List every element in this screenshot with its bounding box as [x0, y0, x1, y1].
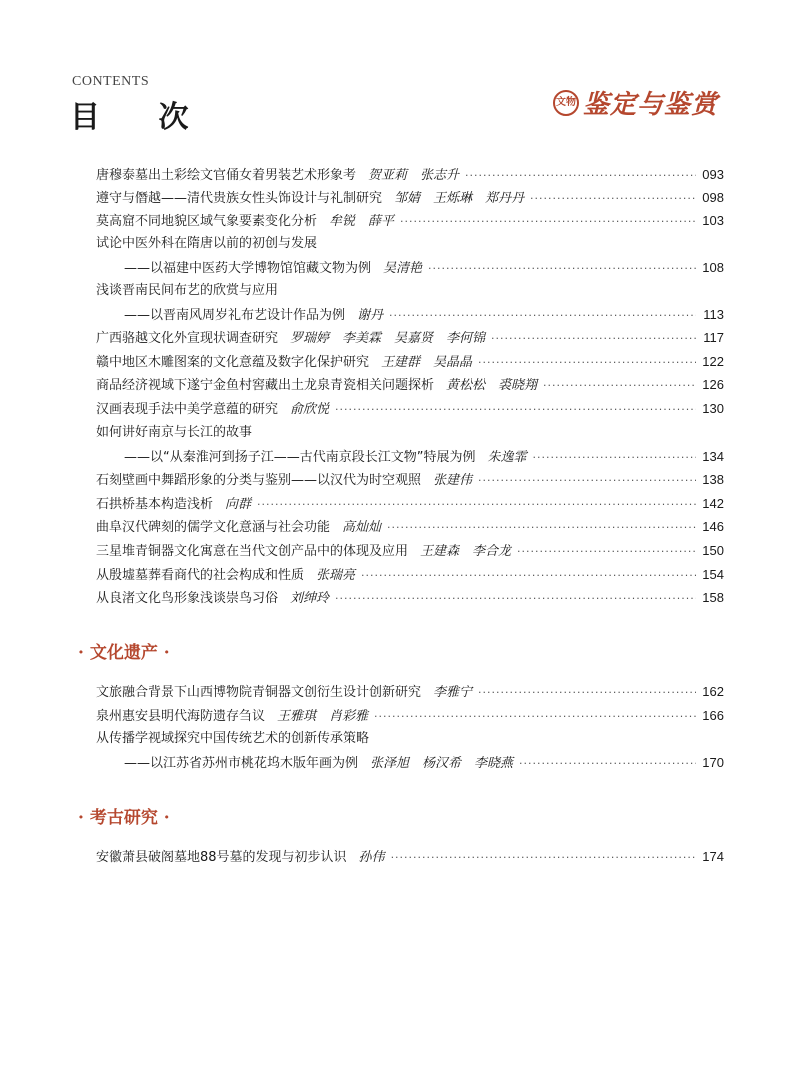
leader-dots — [478, 684, 696, 702]
entry-page: 113 — [703, 307, 724, 322]
leader-dots — [361, 567, 696, 585]
seal-icon: 文物 — [553, 90, 579, 116]
toc-entry[interactable] — [124, 259, 724, 278]
toc-entry[interactable] — [96, 683, 724, 702]
entry-title: 从传播学视域探究中国传统艺术的创新传承策略 — [96, 731, 370, 746]
leader-dots — [543, 377, 696, 395]
toc-entry[interactable] — [96, 542, 724, 561]
leader-dots — [517, 543, 696, 561]
entry-authors: 李雅宁 — [433, 685, 473, 700]
entry-title: 石拱桥基本构造浅析 — [96, 497, 214, 512]
leader-dots — [478, 354, 696, 372]
entry-authors: 吴清艳 — [383, 261, 423, 276]
toc-entry[interactable] — [96, 212, 724, 231]
entry-authors: 朱逸霏 — [487, 450, 527, 465]
entry-page: 146 — [702, 519, 724, 534]
entry-page: 103 — [702, 213, 724, 228]
leader-dots — [387, 519, 696, 537]
leader-dots — [391, 849, 696, 867]
toc-entry[interactable] — [96, 376, 724, 395]
entry-authors: 张泽旭 杨汉希 李晓燕 — [370, 756, 514, 771]
leader-dots — [519, 755, 696, 773]
entry-authors: 牟锐 薛平 — [329, 214, 395, 229]
toc-entry[interactable] — [96, 189, 724, 208]
leader-dots — [478, 472, 696, 490]
journal-logo — [553, 84, 718, 121]
entry-page: 126 — [702, 377, 724, 392]
entry-authors: 罗瑞婷 李美霖 吴嘉贤 李何锦 — [290, 331, 486, 346]
leader-dots — [530, 190, 696, 208]
entry-page: 170 — [702, 755, 724, 770]
toc-entry[interactable] — [96, 471, 724, 490]
leader-dots — [335, 401, 696, 419]
entry-authors: 王雅琪 肖彩雅 — [277, 709, 369, 724]
toc-entry[interactable] — [96, 353, 724, 372]
entry-page: 162 — [702, 684, 724, 699]
entry-title: 唐穆泰墓出土彩绘文官俑女着男装艺术形象考 — [96, 168, 357, 183]
leader-dots — [257, 496, 696, 514]
entry-title: 莫高窟不同地貌区域气象要素变化分析 — [96, 214, 318, 229]
entry-page: 098 — [702, 190, 724, 205]
entry-page: 108 — [702, 260, 724, 275]
leader-dots — [374, 708, 696, 726]
entry-subtitle: ——以江苏省苏州市桃花坞木版年画为例 — [124, 756, 359, 771]
entry-title: 从良渚文化鸟形象浅谈崇鸟习俗 — [96, 591, 279, 606]
entry-subtitle: ——以晋南风周岁礼布艺设计作品为例 — [124, 308, 346, 323]
entry-title: 浅谈晋南民间布艺的欣赏与应用 — [96, 283, 279, 298]
toc-entry[interactable] — [96, 400, 724, 419]
entry-title: 试论中医外科在隋唐以前的初创与发展 — [96, 236, 318, 251]
logo-text: 鉴定与鉴赏 — [583, 90, 719, 120]
entry-title: 泉州惠安县明代海防遗存刍议 — [96, 709, 266, 724]
entry-page: 138 — [702, 472, 724, 487]
toc-entry[interactable] — [96, 329, 724, 348]
entry-title: 遵守与僭越——清代贵族女性头饰设计与礼制研究 — [96, 191, 383, 206]
leader-dots — [389, 307, 696, 325]
entry-authors: 谢丹 — [357, 308, 384, 323]
toc-entry[interactable] — [124, 754, 724, 773]
toc-entry-heading[interactable] — [96, 235, 724, 253]
toc-entry[interactable] — [96, 707, 724, 726]
entry-authors: 黄松松 裘晓翔 — [446, 378, 538, 393]
entry-title: 安徽萧县破阁墓地88号墓的发现与初步认识 — [96, 850, 347, 865]
entry-title: 文旅融合背景下山西博物院青铜器文创衍生设计创新研究 — [96, 685, 422, 700]
entry-page: 158 — [702, 590, 724, 605]
leader-dots — [335, 590, 696, 608]
entry-page: 174 — [702, 849, 724, 864]
entry-authors: 高灿灿 — [342, 520, 382, 535]
entry-authors: 王建森 李合龙 — [420, 544, 512, 559]
toc-entry[interactable] — [124, 306, 724, 325]
entry-page: 166 — [702, 708, 724, 723]
leader-dots — [491, 330, 696, 348]
entry-page: 130 — [702, 401, 724, 416]
entry-page: 142 — [702, 496, 724, 511]
entry-title: 曲阜汉代碑刻的儒学文化意涵与社会功能 — [96, 520, 331, 535]
toc-entry[interactable] — [96, 848, 724, 867]
section-heading-archaeology: · 考古研究 · — [78, 808, 170, 828]
entry-title: 广西骆越文化外宣现状调查研究 — [96, 331, 279, 346]
leader-dots — [465, 167, 696, 185]
entry-page: 117 — [703, 330, 724, 345]
entry-page: 150 — [702, 543, 724, 558]
toc-entry[interactable] — [96, 589, 724, 608]
toc-entry[interactable] — [96, 495, 724, 514]
contents-label-en: CONTENTS — [72, 74, 150, 89]
toc-entry-heading[interactable] — [96, 282, 724, 300]
toc-entry[interactable] — [124, 448, 724, 467]
leader-dots — [533, 449, 697, 467]
leader-dots — [428, 260, 696, 278]
entry-authors: 王建群 吴晶晶 — [381, 355, 473, 370]
entry-authors: 俞欣悦 — [290, 402, 330, 417]
entry-authors: 刘绅玲 — [290, 591, 330, 606]
page-title: 目 次 — [70, 100, 213, 135]
entry-page: 093 — [702, 167, 724, 182]
toc-entry[interactable] — [96, 518, 724, 537]
entry-title: 石刻壁画中舞蹈形象的分类与鉴别——以汉代为时空观照 — [96, 473, 422, 488]
leader-dots — [400, 213, 696, 231]
entry-title: 从殷墟墓葬看商代的社会构成和性质 — [96, 568, 305, 583]
entry-title: 赣中地区木雕图案的文化意蕴及数字化保护研究 — [96, 355, 370, 370]
entry-title: 如何讲好南京与长江的故事 — [96, 425, 253, 440]
entry-title: 商品经济视域下遂宁金鱼村窖藏出土龙泉青瓷相关问题探析 — [96, 378, 435, 393]
entry-subtitle: ——以“从秦淮河到扬子江——古代南京段长江文物”特展为例 — [124, 450, 476, 465]
section-heading-cultural-heritage: · 文化遗产 · — [78, 643, 170, 663]
toc-entry[interactable] — [96, 166, 724, 185]
entry-authors: 邹婧 王烁琳 郑丹丹 — [394, 191, 525, 206]
entry-authors: 孙伟 — [358, 850, 385, 865]
entry-authors: 张建伟 — [433, 473, 473, 488]
entry-authors: 向群 — [225, 497, 252, 512]
entry-subtitle: ——以福建中医药大学博物馆馆藏文物为例 — [124, 261, 372, 276]
entry-page: 154 — [702, 567, 724, 582]
entry-title: 汉画表现手法中美学意蕴的研究 — [96, 402, 279, 417]
toc-entry-heading[interactable] — [96, 730, 724, 748]
entry-title: 三星堆青铜器文化寓意在当代文创产品中的体现及应用 — [96, 544, 409, 559]
entry-authors: 张瑞亮 — [316, 568, 356, 583]
entry-authors: 贺亚莉 张志升 — [368, 168, 460, 183]
entry-page: 122 — [702, 354, 724, 369]
toc-entry-heading[interactable] — [96, 424, 724, 442]
entry-page: 134 — [702, 449, 724, 464]
toc-entry[interactable] — [96, 566, 724, 585]
